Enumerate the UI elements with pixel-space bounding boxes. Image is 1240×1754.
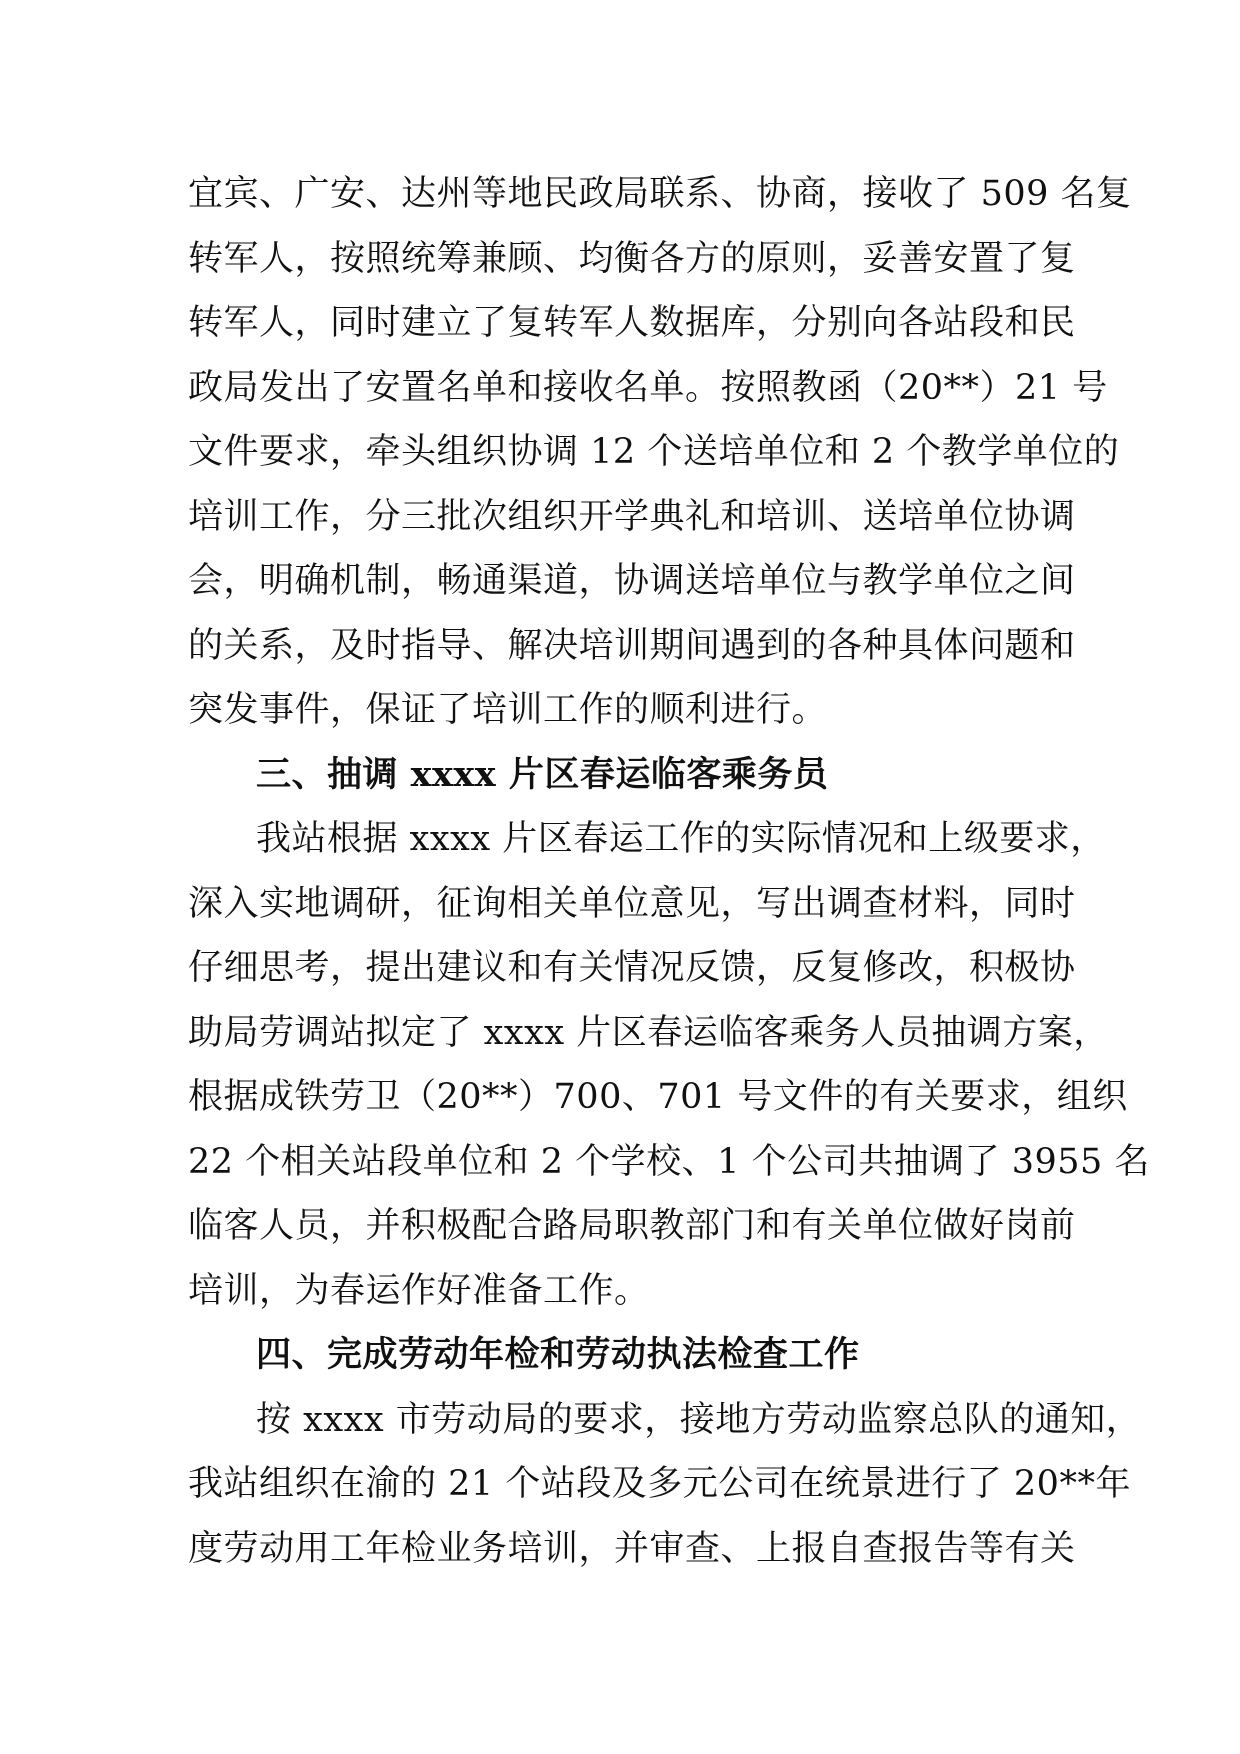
text-line: 助局劳调站拟定了 xxxx 片区春运临客乘务人员抽调方案， bbox=[188, 1012, 1109, 1053]
text-line: 培训工作，分三批次组织开学典礼和培训、送培单位协调 bbox=[188, 496, 1076, 537]
text-line: 转军人，同时建立了复转军人数据库，分别向各站段和民 bbox=[188, 303, 1076, 343]
paragraph-continuation bbox=[188, 162, 1132, 743]
text-line: 根据成铁劳卫（20**）700、701 号文件的有关要求，组织 bbox=[188, 1077, 1128, 1117]
text-line: 会，明确机制，畅通渠道，协调送培单位与教学单位之间 bbox=[188, 561, 1076, 601]
text-line: 政局发出了安置名单和接收名单。按照教函（20**）21 号 bbox=[188, 367, 1108, 408]
text-line: 22 个相关站段单位和 2 个学校、1 个公司共抽调了 3955 名 bbox=[188, 1141, 1150, 1182]
text-line: 深入实地调研，征询相关单位意见，写出调查材料，同时 bbox=[188, 883, 1076, 924]
text-line: 的关系，及时指导、解决培训期间遇到的各种具体问题和 bbox=[188, 625, 1076, 666]
section-four bbox=[188, 1323, 1142, 1581]
document-page bbox=[188, 162, 1150, 1581]
text-line: 文件要求，牵头组织协调 12 个送培单位和 2 个教学单位的 bbox=[188, 432, 1120, 472]
section-heading: 四、完成劳动年检和劳动执法检查工作 bbox=[256, 1334, 860, 1375]
text-line: 突发事件，保证了培训工作的顺利进行。 bbox=[188, 690, 828, 730]
text-line: 宜宾、广安、达州等地民政局联系、协商，接收了 509 名复 bbox=[188, 174, 1132, 214]
section-heading: 三、抽调 xxxx 片区春运临客乘务员 bbox=[256, 753, 829, 795]
text-line: 临客人员，并积极配合路局职教部门和有关单位做好岗前 bbox=[188, 1206, 1076, 1246]
text-line: 仔细思考，提出建议和有关情况反馈，反复修改，积极协 bbox=[188, 948, 1076, 988]
text-line: 度劳动用工年检业务培训，并审查、上报自查报告等有关 bbox=[188, 1528, 1076, 1569]
text-line: 我站根据 xxxx 片区春运工作的实际情况和上级要求， bbox=[256, 819, 1106, 859]
section-three bbox=[188, 743, 1150, 1324]
text-line: 转军人，按照统筹兼顾、均衡各方的原则，妥善安置了复 bbox=[188, 238, 1076, 279]
text-line: 我站组织在渝的 21 个站段及多元公司在统景进行了 20**年 bbox=[188, 1464, 1131, 1504]
text-line: 按 xxxx 市劳动局的要求，接地方劳动监察总队的通知， bbox=[256, 1399, 1142, 1440]
text-line: 培训，为春运作好准备工作。 bbox=[188, 1270, 650, 1311]
